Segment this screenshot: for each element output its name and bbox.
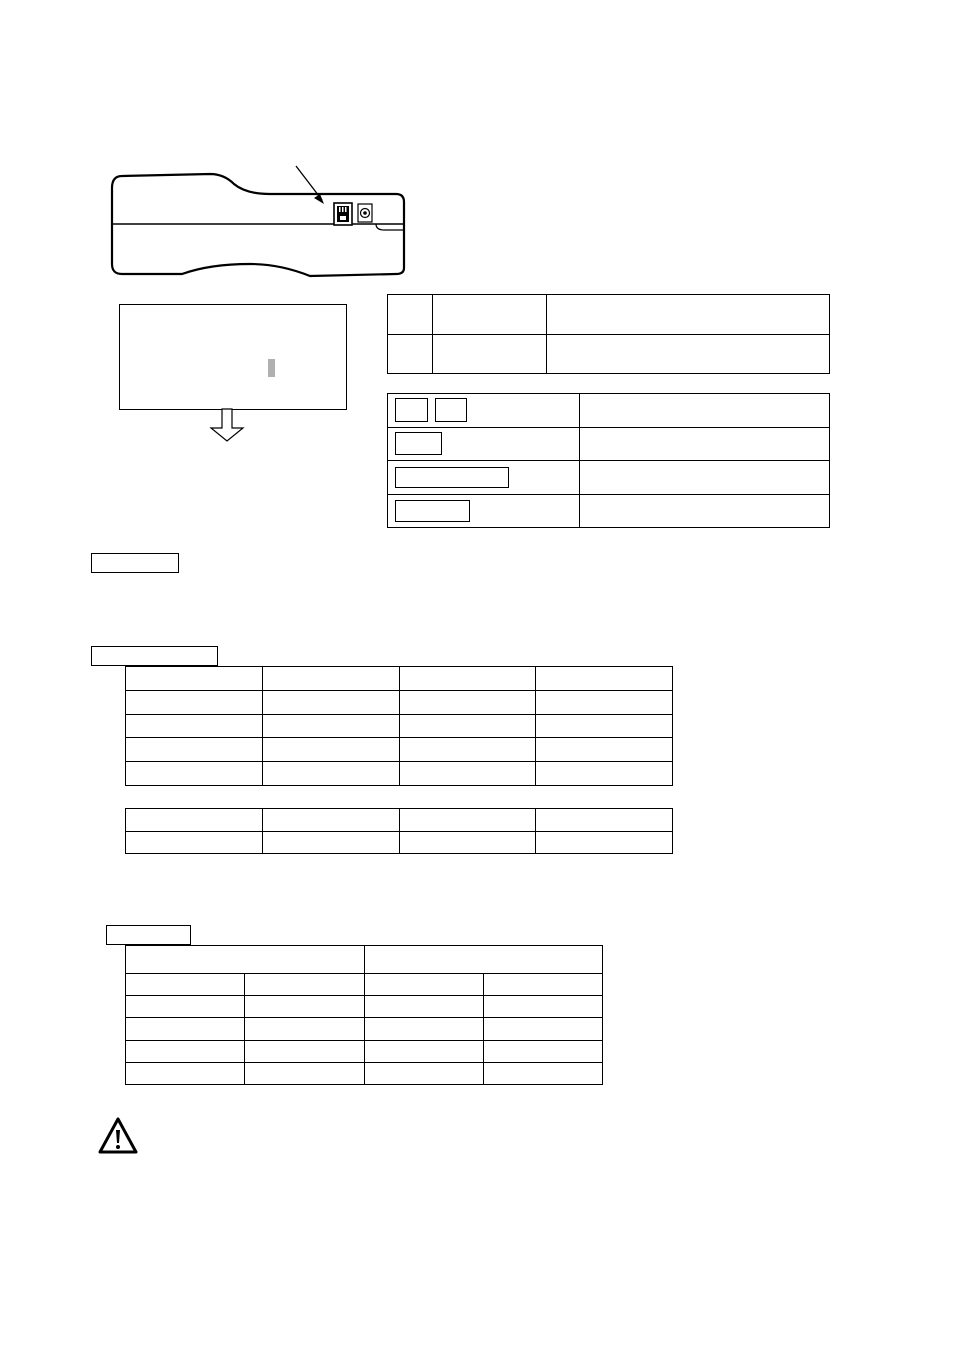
table-row <box>388 427 830 461</box>
table-row <box>126 946 603 974</box>
table-row <box>388 295 830 335</box>
table-row <box>388 334 830 374</box>
warning-triangle-icon <box>97 1116 139 1156</box>
key-button-right[interactable] <box>435 398 467 422</box>
table-row <box>126 831 673 854</box>
mode-table <box>387 294 830 374</box>
table-row <box>126 1040 603 1062</box>
table-row <box>126 690 673 714</box>
table-row <box>126 667 673 691</box>
key-button-wide[interactable] <box>395 467 509 488</box>
device-body <box>112 174 404 276</box>
table-row <box>126 1062 603 1084</box>
section-tag-1 <box>91 553 179 573</box>
section-tag-2 <box>91 646 218 666</box>
down-arrow-icon <box>207 408 247 444</box>
display-screen <box>119 304 347 410</box>
key-button-left[interactable] <box>395 398 428 422</box>
spec-table-b <box>125 808 673 854</box>
key-button-mode[interactable] <box>395 432 442 455</box>
cursor-block-icon <box>268 359 275 377</box>
table-row <box>126 996 603 1018</box>
dc-jack-icon <box>358 204 372 222</box>
table-row <box>126 714 673 738</box>
spec-table-a <box>125 666 673 786</box>
rj-socket-icon <box>334 203 352 225</box>
table-row <box>126 809 673 832</box>
section-tag-3 <box>106 925 191 945</box>
table-row <box>126 1018 603 1040</box>
device-illustration <box>100 160 410 280</box>
table-row <box>126 762 673 786</box>
table-row <box>126 974 603 996</box>
table-row <box>126 738 673 762</box>
key-button-enter[interactable] <box>395 500 470 522</box>
spec-table-c <box>125 945 603 1085</box>
